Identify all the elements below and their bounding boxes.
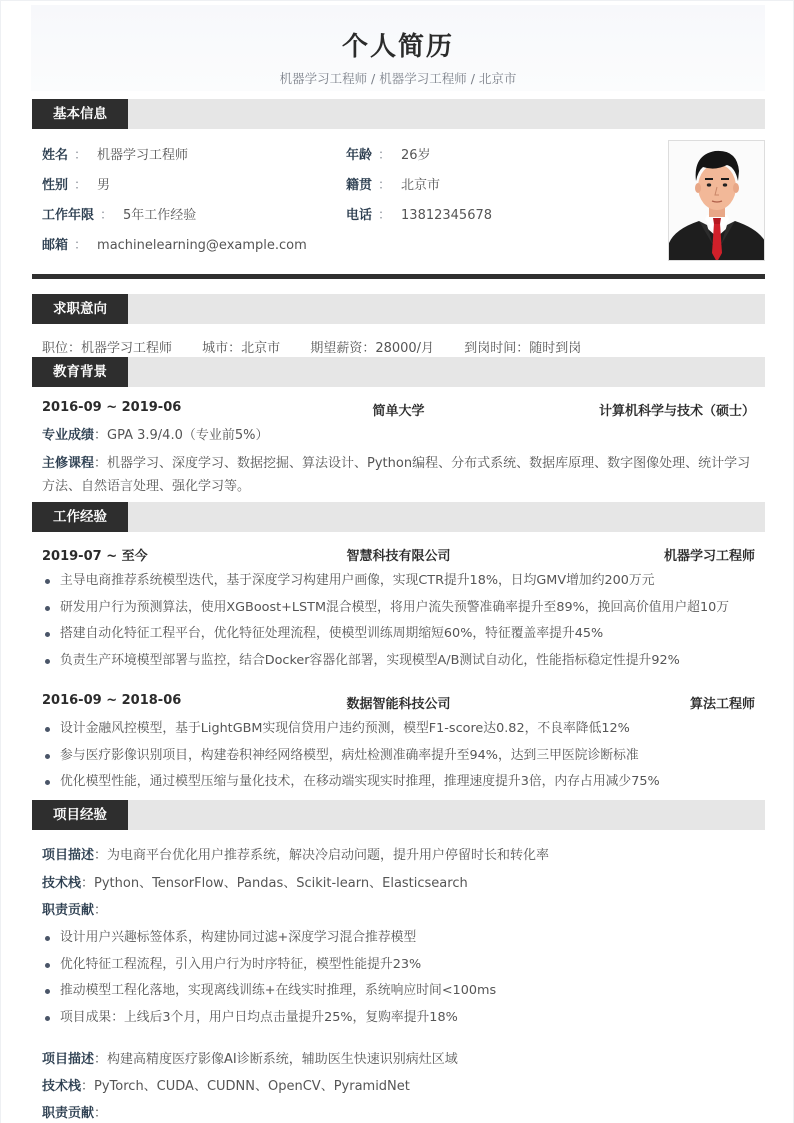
field-colon: ： (74, 238, 88, 253)
project-bullets (42, 928, 755, 1034)
field-label: 姓名 (42, 148, 69, 163)
field-colon: ： (74, 148, 88, 163)
work-header-row (42, 545, 755, 563)
project-stack-value: ：Python、TensorFlow、Pandas、Scikit-learn、Elasticsearch (81, 876, 468, 891)
field-label: 籍贯 (346, 178, 373, 193)
work-role: 算法工程师 (689, 697, 755, 712)
list-item: 搭建自动化特征工程平台，优化特征处理流程，使模型训练周期缩短60%，特征覆盖率提升45% (42, 624, 755, 651)
email-link[interactable]: machinelearning@example.com (97, 238, 307, 253)
education-gpa (42, 424, 755, 447)
intent-availability: 到岗时间：随时到岗 (464, 341, 582, 356)
project-duty-colon: ： (94, 903, 108, 918)
project-duty-label: 职责贡献 (42, 1106, 95, 1121)
field-colon: ： (378, 148, 392, 163)
field-name (42, 147, 188, 165)
education-school: 简单大学 (372, 404, 425, 419)
work-company: 智慧科技有限公司 (346, 549, 451, 564)
project-stack-label: 技术栈 (42, 1079, 82, 1094)
list-item: 主导电商推荐系统模型迭代，基于深度学习构建用户画像，实现CTR提升18%，日均GMV增加约200万元 (42, 571, 755, 598)
list-item: 参与医疗影像识别项目，构建卷积神经网络模型，病灶检测准确率提升至94%，达到三甲医院诊断标准 (42, 746, 755, 773)
field-years (42, 207, 196, 225)
project-duty (42, 1102, 755, 1123)
list-item: 研发用户行为预测算法，使用XGBoost+LSTM混合模型，将用户流失预警准确率提升至89%，挽回高价值用户超10万 (42, 598, 755, 625)
section-basic-info (32, 99, 765, 129)
field-colon: ： (100, 208, 114, 223)
project-stack (42, 872, 755, 895)
gpa-value: ：GPA 3.9/4.0（专业前5%） (94, 428, 269, 443)
project-stack (42, 1075, 755, 1098)
list-item: 项目成果：上线后3个月，用户日均点击量提升25%，复购率提升18% (42, 1008, 755, 1035)
list-item: 推动模型工程化落地，实现离线训练+在线实时推理，系统响应时间<100ms (42, 981, 755, 1008)
courses-value: ：机器学习、深度学习、数据挖掘、算法设计、Python编程、分布式系统、数据库原理、数字图像处理、统计学习方法、自然语言处理、强化学习等。 (42, 456, 751, 494)
list-item: 设计金融风控模型，基于LightGBM实现信贷用户违约预测，模型F1-score达0.82，不良率降低12% (42, 719, 755, 746)
work-company: 数据智能科技公司 (346, 697, 451, 712)
profile-photo (668, 140, 765, 261)
field-label: 邮箱 (42, 238, 69, 253)
section-title: 教育背景 (32, 357, 128, 387)
project-duty (42, 899, 755, 922)
field-label: 性别 (42, 178, 69, 193)
section-projects (32, 800, 765, 830)
intent-salary: 期望薪资：28000/月 (310, 341, 435, 356)
section-title: 基本信息 (32, 99, 128, 129)
field-label: 年龄 (346, 148, 373, 163)
gpa-label: 专业成绩 (42, 428, 95, 443)
field-value: 13812345678 (401, 208, 493, 223)
work-bullets (42, 571, 755, 677)
field-colon: ： (74, 178, 88, 193)
work-header-row (42, 693, 755, 711)
project-desc-value: ：构建高精度医疗影像AI诊断系统，辅助医生快速识别病灶区域 (94, 1052, 458, 1067)
section-title: 求职意向 (32, 294, 128, 324)
field-colon: ： (378, 178, 392, 193)
work-role: 机器学习工程师 (663, 549, 755, 564)
field-label: 工作年限 (42, 208, 95, 223)
education-header-row (42, 400, 755, 418)
field-value: 26岁 (401, 148, 431, 163)
divider (32, 274, 765, 279)
education-major: 计算机科学与技术（硕士） (598, 404, 755, 419)
project-description (42, 844, 755, 867)
section-title: 工作经验 (32, 502, 128, 532)
section-title: 项目经验 (32, 800, 128, 830)
work-bullets (42, 719, 755, 799)
avatar-illustration-icon (669, 141, 765, 261)
project-duty-colon: ： (94, 1106, 108, 1121)
project-desc-label: 项目描述 (42, 1052, 95, 1067)
education-courses (42, 452, 755, 498)
work-period: 2016-09 ~ 2018-06 (42, 693, 182, 708)
list-item: 负责生产环境模型部署与监控，结合Docker容器化部署，实现模型A/B测试自动化，性能指标稳定性提升92% (42, 651, 755, 678)
education-period: 2016-09 ~ 2019-06 (42, 400, 182, 415)
field-age (346, 147, 431, 165)
project-stack-value: ：PyTorch、CUDA、CUDNN、OpenCV、PyramidNet (81, 1079, 410, 1094)
intent-city: 城市：北京市 (202, 341, 281, 356)
list-item: 设计用户兴趣标签体系，构建协同过滤+深度学习混合推荐模型 (42, 928, 755, 955)
project-stack-label: 技术栈 (42, 876, 82, 891)
intent-position: 职位：机器学习工程师 (42, 341, 173, 356)
field-value: 5年工作经验 (123, 208, 197, 223)
resume-header (31, 5, 765, 91)
list-item: 优化模型性能，通过模型压缩与量化技术，在移动端实现实时推理，推理速度提升3倍，内存占用减少75% (42, 772, 755, 799)
field-phone (346, 207, 492, 225)
field-email (42, 237, 307, 255)
page-subtitle: 机器学习工程师 / 机器学习工程师 / 北京市 (279, 71, 517, 86)
job-intent-row (42, 337, 607, 356)
project-duty-label: 职责贡献 (42, 903, 95, 918)
courses-label: 主修课程 (42, 456, 95, 471)
page-title: 个人简历 (341, 32, 454, 62)
section-job-intent (32, 294, 765, 324)
field-value: 机器学习工程师 (97, 148, 189, 163)
section-work-experience (32, 502, 765, 532)
field-value: 男 (97, 178, 111, 193)
section-education (32, 357, 765, 387)
field-hometown (346, 177, 440, 195)
field-colon: ： (378, 208, 392, 223)
work-period: 2019-07 ~ 至今 (42, 549, 148, 564)
project-desc-label: 项目描述 (42, 848, 95, 863)
field-label: 电话 (346, 208, 373, 223)
field-gender (42, 177, 110, 195)
project-description (42, 1048, 755, 1071)
project-desc-value: ：为电商平台优化用户推荐系统，解决冷启动问题，提升用户停留时长和转化率 (94, 848, 550, 863)
list-item: 优化特征工程流程，引入用户行为时序特征，模型性能提升23% (42, 955, 755, 982)
field-value: 北京市 (401, 178, 441, 193)
